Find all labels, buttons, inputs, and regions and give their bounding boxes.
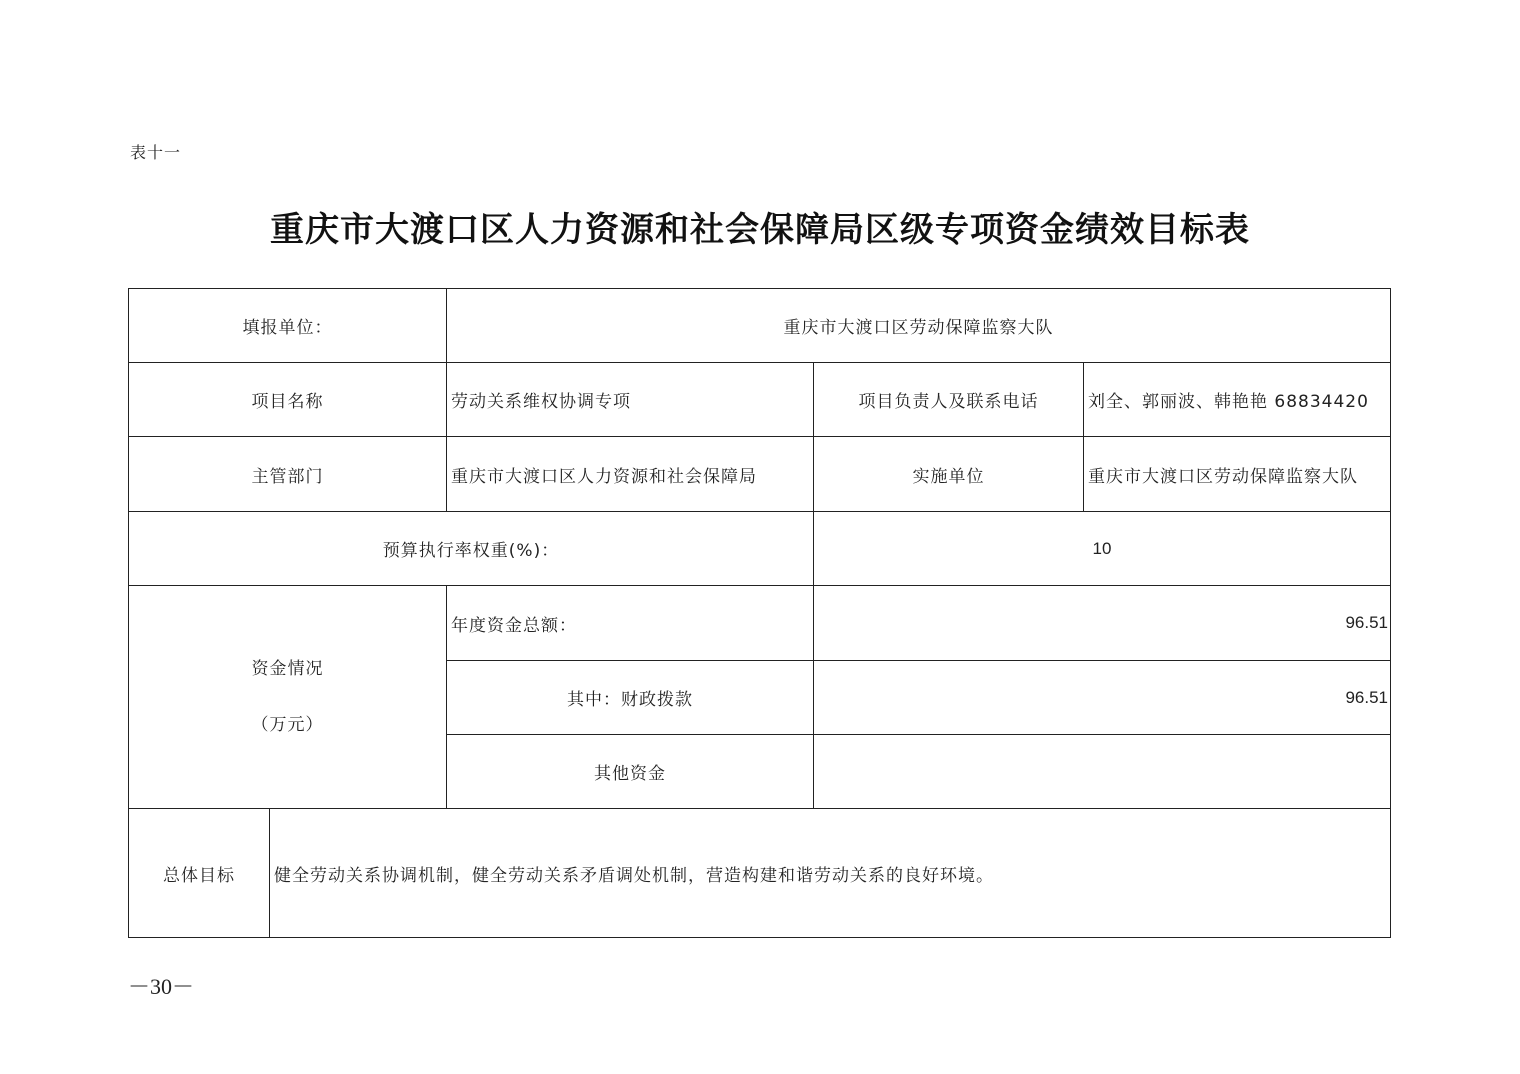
page-number: －30－	[128, 974, 195, 999]
table-border-right	[1390, 288, 1391, 938]
fiscal-label: 其中：财政拨款	[567, 690, 693, 710]
filing-unit-label: 填报单位：	[242, 318, 333, 338]
page-title: 重庆市大渡口区人力资源和社会保障局区级专项资金绩效目标表	[270, 210, 1250, 250]
project-name-label: 项目名称	[251, 392, 324, 412]
project-leader-value: 刘全、郭丽波、韩艳艳 68834420	[1088, 392, 1369, 412]
table-border-bottom	[128, 937, 1391, 938]
competent-dept-label: 主管部门	[251, 466, 324, 487]
funds-unit: （万元）	[251, 715, 324, 735]
annual-total-label: 年度资金总额：	[451, 615, 577, 636]
competent-dept-value: 重庆市大渡口区人力资源和社会保障局	[451, 466, 757, 487]
overall-goal-label: 总体目标	[163, 865, 235, 886]
fiscal-value: 96.51	[1345, 687, 1388, 707]
funds-label-cell	[129, 586, 446, 808]
other-funds-label: 其他资金	[594, 764, 666, 784]
budget-weight-label: 预算执行率权重(%)：	[382, 541, 560, 561]
other-funds-value	[814, 735, 1390, 808]
annual-total-value: 96.51	[1345, 613, 1388, 632]
project-leader-label: 项目负责人及联系电话	[858, 392, 1039, 412]
project-name-value: 劳动关系维权协调专项	[451, 392, 631, 412]
filing-unit-value: 重庆市大渡口区劳动保障监察大队	[783, 318, 1054, 338]
implementing-unit-label: 实施单位	[912, 466, 985, 487]
budget-weight-value: 10	[1092, 538, 1112, 558]
table-number: 表十一	[130, 143, 182, 162]
implementing-unit-value: 重庆市大渡口区劳动保障监察大队	[1088, 466, 1358, 487]
overall-goal-value: 健全劳动关系协调机制，健全劳动关系矛盾调处机制，营造构建和谐劳动关系的良好环境。	[274, 865, 994, 886]
funds-label: 资金情况	[251, 659, 324, 679]
